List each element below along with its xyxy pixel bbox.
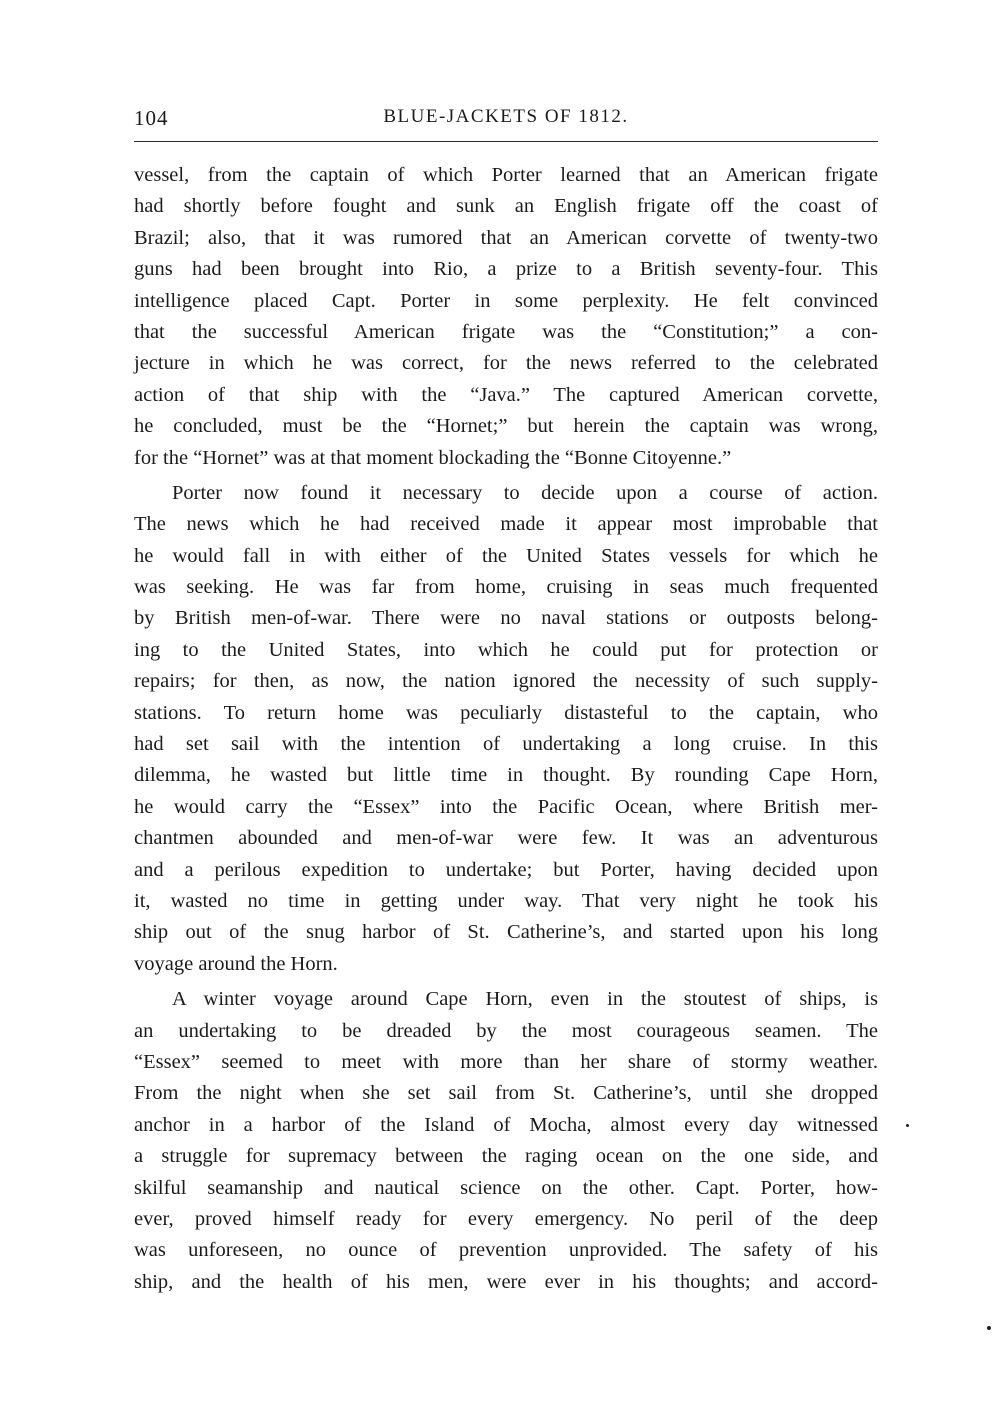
text-line: that the successful American frigate was the “Constitution;” a con- (134, 320, 878, 343)
text-line: stations. To return home was peculiarly distasteful to the captain, who (134, 701, 878, 724)
text-line: voyage around the Horn. (134, 952, 338, 975)
body-text (134, 160, 878, 1298)
page-number: 104 (134, 106, 169, 130)
text-line: dilemma, he wasted but little time in thought. By rounding Cape Horn, (134, 764, 878, 787)
running-title: BLUE-JACKETS OF 1812. (383, 106, 629, 127)
header-rule (134, 141, 878, 142)
text-line: action of that ship with the “Java.” The captured American corvette, (134, 383, 878, 406)
paragraph-2 (134, 478, 878, 980)
text-line: and a perilous expedition to undertake; but Porter, having decided upon (134, 858, 878, 881)
print-speck (906, 1124, 909, 1127)
text-line: by British men-of-war. There were no naval stations or outposts belong- (134, 607, 878, 630)
paragraph-3 (134, 984, 878, 1298)
text-line: had shortly before fought and sunk an English frigate off the coast of (134, 195, 878, 218)
text-line: repairs; for then, as now, the nation ignored the necessity of such supply- (134, 670, 878, 693)
text-line: Brazil; also, that it was rumored that an American corvette of twenty-two (134, 226, 878, 249)
text-line: From the night when she set sail from St. Catherine’s, until she dropped (134, 1082, 878, 1105)
print-speck (987, 1326, 991, 1330)
text-line: had set sail with the intention of undertaking a long cruise. In this (134, 733, 878, 756)
text-line: ever, proved himself ready for every emergency. No peril of the deep (134, 1207, 878, 1230)
text-line: it, wasted no time in getting under way. That very night he took his (134, 889, 878, 912)
paragraph-1 (134, 160, 878, 474)
text-line: he concluded, must be the “Hornet;” but herein the captain was wrong, (134, 415, 878, 438)
text-line: ship, and the health of his men, were ever in his thoughts; and accord- (134, 1270, 878, 1293)
text-line: chantmen abounded and men-of-war were few. It was an adventurous (134, 827, 878, 850)
text-line: vessel, from the captain of which Porter learned that an American frigate (134, 164, 878, 186)
text-line: he would carry the “Essex” into the Pacific Ocean, where British mer- (134, 795, 878, 818)
text-line: an undertaking to be dreaded by the most courageous seamen. The (134, 1019, 878, 1042)
text-line: anchor in a harbor of the Island of Mocha, almost every day witnessed (134, 1113, 878, 1136)
text-line: The news which he had received made it appear most improbable that (134, 513, 878, 536)
text-line: Porter now found it necessary to decide upon a course of action. (172, 481, 878, 504)
text-line: guns had been brought into Rio, a prize to a British seventy-four. This (134, 258, 878, 281)
text-line: a struggle for supremacy between the raging ocean on the one side, and (134, 1145, 878, 1168)
text-line: for the “Hornet” was at that moment blockading the “Bonne Citoyenne.” (134, 446, 732, 469)
text-line: he would fall in with either of the United States vessels for which he (134, 544, 878, 567)
text-line: intelligence placed Capt. Porter in some perplexity. He felt convinced (134, 289, 878, 312)
text-line: was seeking. He was far from home, cruising in seas much frequented (134, 576, 878, 599)
text-line: ship out of the snug harbor of St. Catherine’s, and started upon his long (134, 921, 878, 944)
text-line: “Essex” seemed to meet with more than her share of stormy weather. (134, 1050, 878, 1073)
text-line: jecture in which he was correct, for the news referred to the celebrated (134, 352, 878, 375)
text-line: ing to the United States, into which he could put for protection or (134, 638, 878, 661)
running-head (134, 106, 878, 134)
text-line: A winter voyage around Cape Horn, even in the stoutest of ships, is (172, 988, 878, 1011)
text-line: was unforeseen, no ounce of prevention unprovided. The safety of his (134, 1239, 878, 1262)
text-line: skilful seamanship and nautical science on the other. Capt. Porter, how- (134, 1176, 878, 1199)
